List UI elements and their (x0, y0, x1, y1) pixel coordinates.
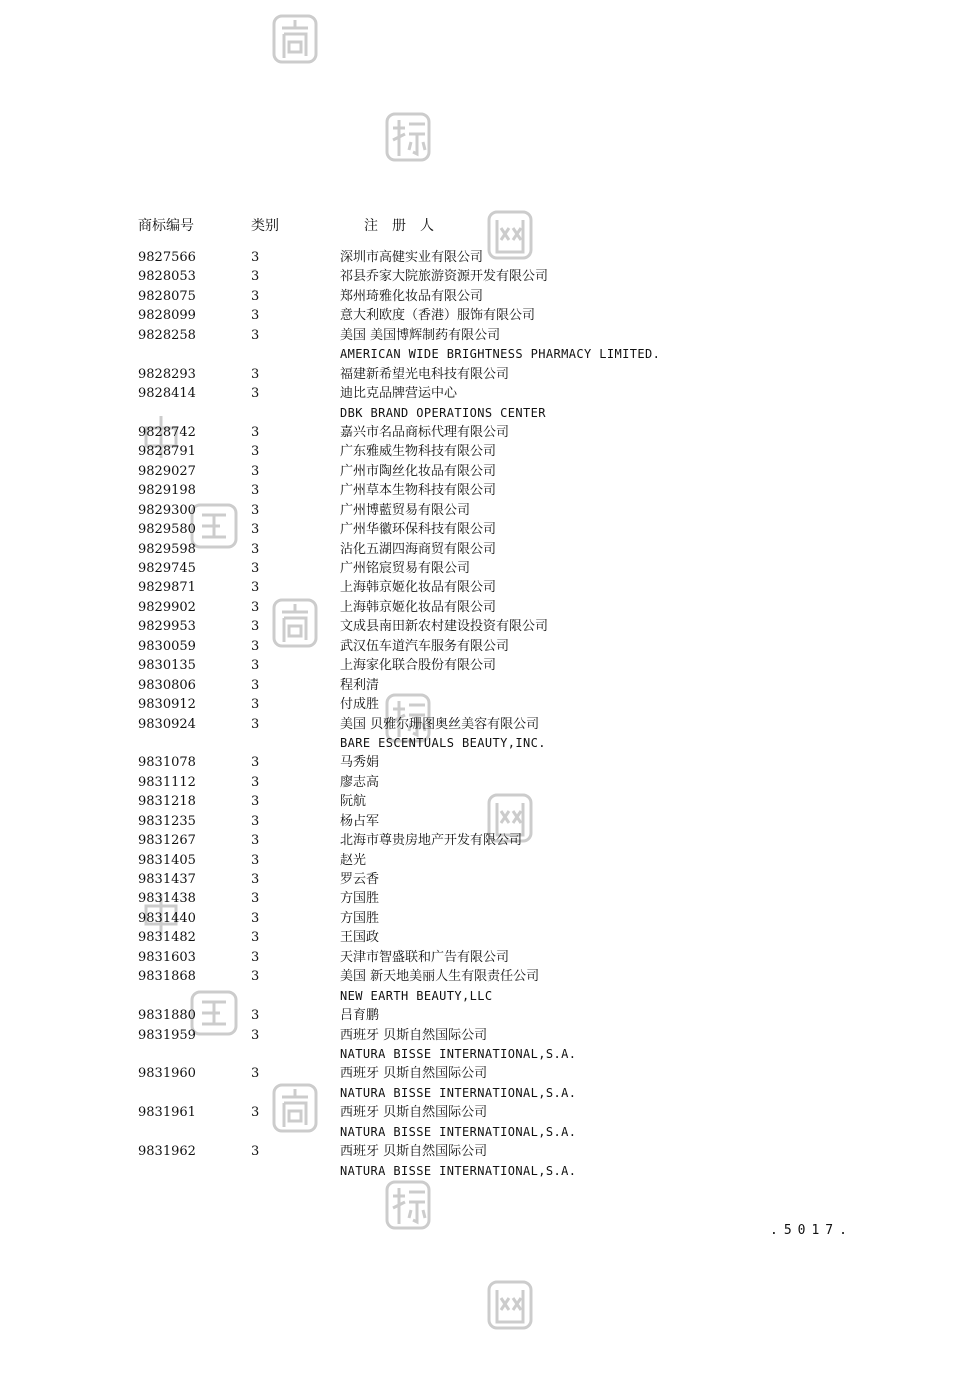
trademark-number: 9830924 (138, 716, 196, 732)
registrant-name: BARE ESCENTUALS BEAUTY,INC. (340, 735, 546, 750)
registrant-name: 上海家化联合股份有限公司 (340, 658, 497, 674)
trademark-class: 3 (251, 697, 260, 713)
table-row (138, 870, 858, 889)
table-row (138, 773, 858, 792)
registrant-name: 西班牙 贝斯自然国际公司 (340, 1105, 488, 1121)
table-row (138, 365, 858, 384)
page-number: .5017. (770, 1223, 853, 1238)
table-row (138, 598, 858, 617)
table-row (138, 1026, 858, 1045)
registrant-name: 沾化五湖四海商贸有限公司 (340, 541, 497, 557)
trademark-number: 9829300 (138, 502, 196, 518)
trademark-number: 9828053 (138, 269, 196, 285)
trademark-class: 3 (251, 638, 260, 654)
trademark-number: 9830912 (138, 697, 196, 713)
trademark-number: 9830135 (138, 658, 196, 674)
trademark-number: 9828075 (138, 288, 196, 304)
table-row (138, 1162, 858, 1181)
trademark-class: 3 (251, 599, 260, 615)
registrant-name: 郑州琦雅化妆品有限公司 (340, 288, 484, 304)
trademark-class: 3 (251, 269, 260, 285)
registrant-name: 福建新希望光电科技有限公司 (340, 366, 510, 382)
trademark-class: 3 (251, 930, 260, 946)
trademark-number: 9829027 (138, 463, 196, 479)
trademark-class: 3 (251, 794, 260, 810)
table-row (138, 1006, 858, 1025)
watermark-shang-icon (272, 14, 318, 64)
trademark-list (138, 248, 858, 1181)
trademark-number: 9831880 (138, 1008, 196, 1024)
trademark-class: 3 (251, 308, 260, 324)
table-row (138, 248, 858, 267)
trademark-class: 3 (251, 833, 260, 849)
trademark-class: 3 (251, 1066, 260, 1082)
registrant-name: 广州草本生物科技有限公司 (340, 483, 497, 499)
trademark-class: 3 (251, 774, 260, 790)
registrant-name: 程利清 (340, 677, 380, 693)
registrant-name: 付成胜 (340, 697, 380, 713)
registrant-name: 北海市尊贵房地产开发有限公司 (340, 833, 523, 849)
trademark-class: 3 (251, 813, 260, 829)
trademark-number: 9829580 (138, 522, 196, 538)
table-row (138, 1084, 858, 1103)
table-row (138, 520, 858, 539)
trademark-number: 9828099 (138, 308, 196, 324)
registrant-name: 祁县乔家大院旅游资源开发有限公司 (340, 269, 549, 285)
registrant-name: NEW EARTH BEAUTY,LLC (340, 988, 493, 1003)
watermark-biao-icon (385, 112, 431, 162)
trademark-class: 3 (251, 444, 260, 460)
trademark-number: 9828293 (138, 366, 196, 382)
trademark-class: 3 (251, 1105, 260, 1121)
registrant-name: 深圳市高健实业有限公司 (340, 250, 484, 265)
table-row (138, 540, 858, 559)
trademark-class: 3 (251, 969, 260, 985)
registrant-name: 方国胜 (340, 910, 380, 926)
table-header (138, 215, 838, 237)
table-row (138, 481, 858, 500)
table-row (138, 1123, 858, 1142)
trademark-number: 9831961 (138, 1105, 196, 1121)
trademark-class: 3 (251, 716, 260, 732)
trademark-number: 9831962 (138, 1144, 196, 1160)
registrant-name: 西班牙 贝斯自然国际公司 (340, 1144, 488, 1160)
registrant-name: 方国胜 (340, 891, 380, 907)
trademark-class: 3 (251, 1144, 260, 1160)
table-row (138, 909, 858, 928)
trademark-class: 3 (251, 910, 260, 926)
trademark-number: 9831438 (138, 891, 196, 907)
registrant-name: 广东雅威生物科技有限公司 (340, 444, 497, 460)
trademark-number: 9831960 (138, 1066, 196, 1082)
table-row (138, 676, 858, 695)
registrant-name: 广州博藍贸易有限公司 (340, 502, 471, 518)
table-row (138, 792, 858, 811)
registrant-name: 武汉伍车道汽车服务有限公司 (340, 638, 510, 654)
table-row (138, 1103, 858, 1122)
table-row (138, 442, 858, 461)
trademark-number: 9831078 (138, 755, 196, 771)
registrant-name: 意大利欧度（香港）服饰有限公司 (340, 308, 536, 324)
registrant-name: 阮航 (340, 794, 367, 810)
trademark-class: 3 (251, 463, 260, 479)
trademark-number: 9831482 (138, 930, 196, 946)
registrant-name: 广州华徽环保科技有限公司 (340, 522, 497, 538)
registrant-name: 西班牙 贝斯自然国际公司 (340, 1027, 488, 1043)
trademark-class: 3 (251, 522, 260, 538)
registrant-name: 美国 贝雅尔珊图奥丝美容有限公司 (340, 716, 540, 732)
trademark-number: 9828414 (138, 386, 196, 402)
header-registrant: 注 册 人 (364, 218, 434, 234)
table-row (138, 306, 858, 325)
table-row (138, 928, 858, 947)
registrant-name: 西班牙 贝斯自然国际公司 (340, 1066, 488, 1082)
table-row (138, 1142, 858, 1161)
trademark-class: 3 (251, 658, 260, 674)
trademark-class: 3 (251, 541, 260, 557)
trademark-class: 3 (251, 677, 260, 693)
registrant-name: 文成县南田新农村建设投资有限公司 (340, 619, 549, 635)
trademark-number: 9830806 (138, 677, 196, 693)
trademark-number: 9831267 (138, 833, 196, 849)
registrant-name: 广州铭宸贸易有限公司 (340, 561, 471, 576)
table-row (138, 423, 858, 442)
trademark-class: 3 (251, 580, 260, 596)
registrant-name: 美国 美国博辉制药有限公司 (340, 327, 501, 343)
table-row (138, 831, 858, 850)
trademark-class: 3 (251, 1027, 260, 1043)
trademark-class: 3 (251, 852, 260, 868)
trademark-class: 3 (251, 561, 260, 576)
registrant-name: 马秀娟 (340, 755, 380, 771)
table-row (138, 287, 858, 306)
trademark-class: 3 (251, 891, 260, 907)
registrant-name: 杨占军 (340, 813, 380, 829)
table-row (138, 384, 858, 403)
registrant-name: 迪比克品牌营运中心 (340, 386, 458, 402)
trademark-number: 9831235 (138, 813, 196, 829)
trademark-number: 9831405 (138, 852, 196, 868)
trademark-class: 3 (251, 502, 260, 518)
table-row (138, 889, 858, 908)
trademark-number: 9831959 (138, 1027, 196, 1043)
trademark-number: 9829745 (138, 561, 196, 576)
trademark-number: 9828742 (138, 424, 196, 440)
registrant-name: 天津市智盛联和广告有限公司 (340, 949, 510, 965)
table-row (138, 404, 858, 423)
trademark-class: 3 (251, 327, 260, 343)
trademark-class: 3 (251, 288, 260, 304)
trademark-number: 9831868 (138, 969, 196, 985)
trademark-number: 9828258 (138, 327, 196, 343)
header-class: 类别 (251, 218, 279, 234)
registrant-name: 广州市陶丝化妆品有限公司 (340, 463, 497, 479)
trademark-number: 9829198 (138, 483, 196, 499)
table-row (138, 637, 858, 656)
trademark-number: 9831112 (138, 774, 196, 790)
trademark-number: 9830059 (138, 638, 196, 654)
watermark-biao-icon (385, 1180, 431, 1230)
table-row (138, 695, 858, 714)
table-row (138, 948, 858, 967)
table-row (138, 1064, 858, 1083)
registrant-name: 嘉兴市名品商标代理有限公司 (340, 424, 510, 440)
registrant-name: DBK BRAND OPERATIONS CENTER (340, 405, 546, 420)
trademark-number: 9831440 (138, 910, 196, 926)
table-row (138, 753, 858, 772)
trademark-class: 3 (251, 366, 260, 382)
registrant-name: 廖志高 (340, 774, 380, 790)
table-row (138, 617, 858, 636)
trademark-class: 3 (251, 755, 260, 771)
trademark-class: 3 (251, 483, 260, 499)
trademark-number: 9831603 (138, 949, 196, 965)
table-row (138, 812, 858, 831)
registrant-name: 王国政 (340, 930, 380, 946)
registrant-name: 美国 新天地美丽人生有限责任公司 (340, 969, 540, 985)
trademark-number: 9827566 (138, 250, 196, 265)
header-trademark-number: 商标编号 (138, 218, 194, 234)
trademark-number: 9831218 (138, 794, 196, 810)
trademark-number: 9829953 (138, 619, 196, 635)
trademark-number: 9828791 (138, 444, 196, 460)
registrant-name: NATURA BISSE INTERNATIONAL,S.A. (340, 1163, 577, 1178)
table-row (138, 326, 858, 345)
table-row (138, 559, 858, 578)
table-row (138, 851, 858, 870)
registrant-name: 罗云香 (340, 872, 380, 887)
trademark-number: 9829902 (138, 599, 196, 615)
table-row (138, 967, 858, 986)
registrant-name: NATURA BISSE INTERNATIONAL,S.A. (340, 1124, 577, 1139)
table-row (138, 1045, 858, 1064)
table-row (138, 267, 858, 286)
registrant-name: 上海韩京姬化妆品有限公司 (340, 580, 497, 596)
table-row (138, 734, 858, 753)
table-row (138, 462, 858, 481)
trademark-class: 3 (251, 250, 260, 265)
registrant-name: AMERICAN WIDE BRIGHTNESS PHARMACY LIMITED. (340, 347, 661, 362)
trademark-class: 3 (251, 619, 260, 635)
registrant-name: 吕育鹏 (340, 1008, 380, 1024)
table-row (138, 715, 858, 734)
trademark-number: 9829871 (138, 580, 196, 596)
trademark-number: 9829598 (138, 541, 196, 557)
table-row (138, 501, 858, 520)
trademark-number: 9831437 (138, 872, 196, 887)
table-row (138, 578, 858, 597)
trademark-class: 3 (251, 872, 260, 887)
trademark-class: 3 (251, 1008, 260, 1024)
registrant-name: 赵光 (340, 852, 367, 868)
registrant-name: 上海韩京姬化妆品有限公司 (340, 599, 497, 615)
watermark-wang-icon (487, 1280, 533, 1330)
trademark-class: 3 (251, 424, 260, 440)
table-row (138, 987, 858, 1006)
trademark-class: 3 (251, 949, 260, 965)
trademark-class: 3 (251, 386, 260, 402)
table-row (138, 345, 858, 364)
table-row (138, 656, 858, 675)
registrant-name: NATURA BISSE INTERNATIONAL,S.A. (340, 1046, 577, 1061)
registrant-name: NATURA BISSE INTERNATIONAL,S.A. (340, 1085, 577, 1100)
